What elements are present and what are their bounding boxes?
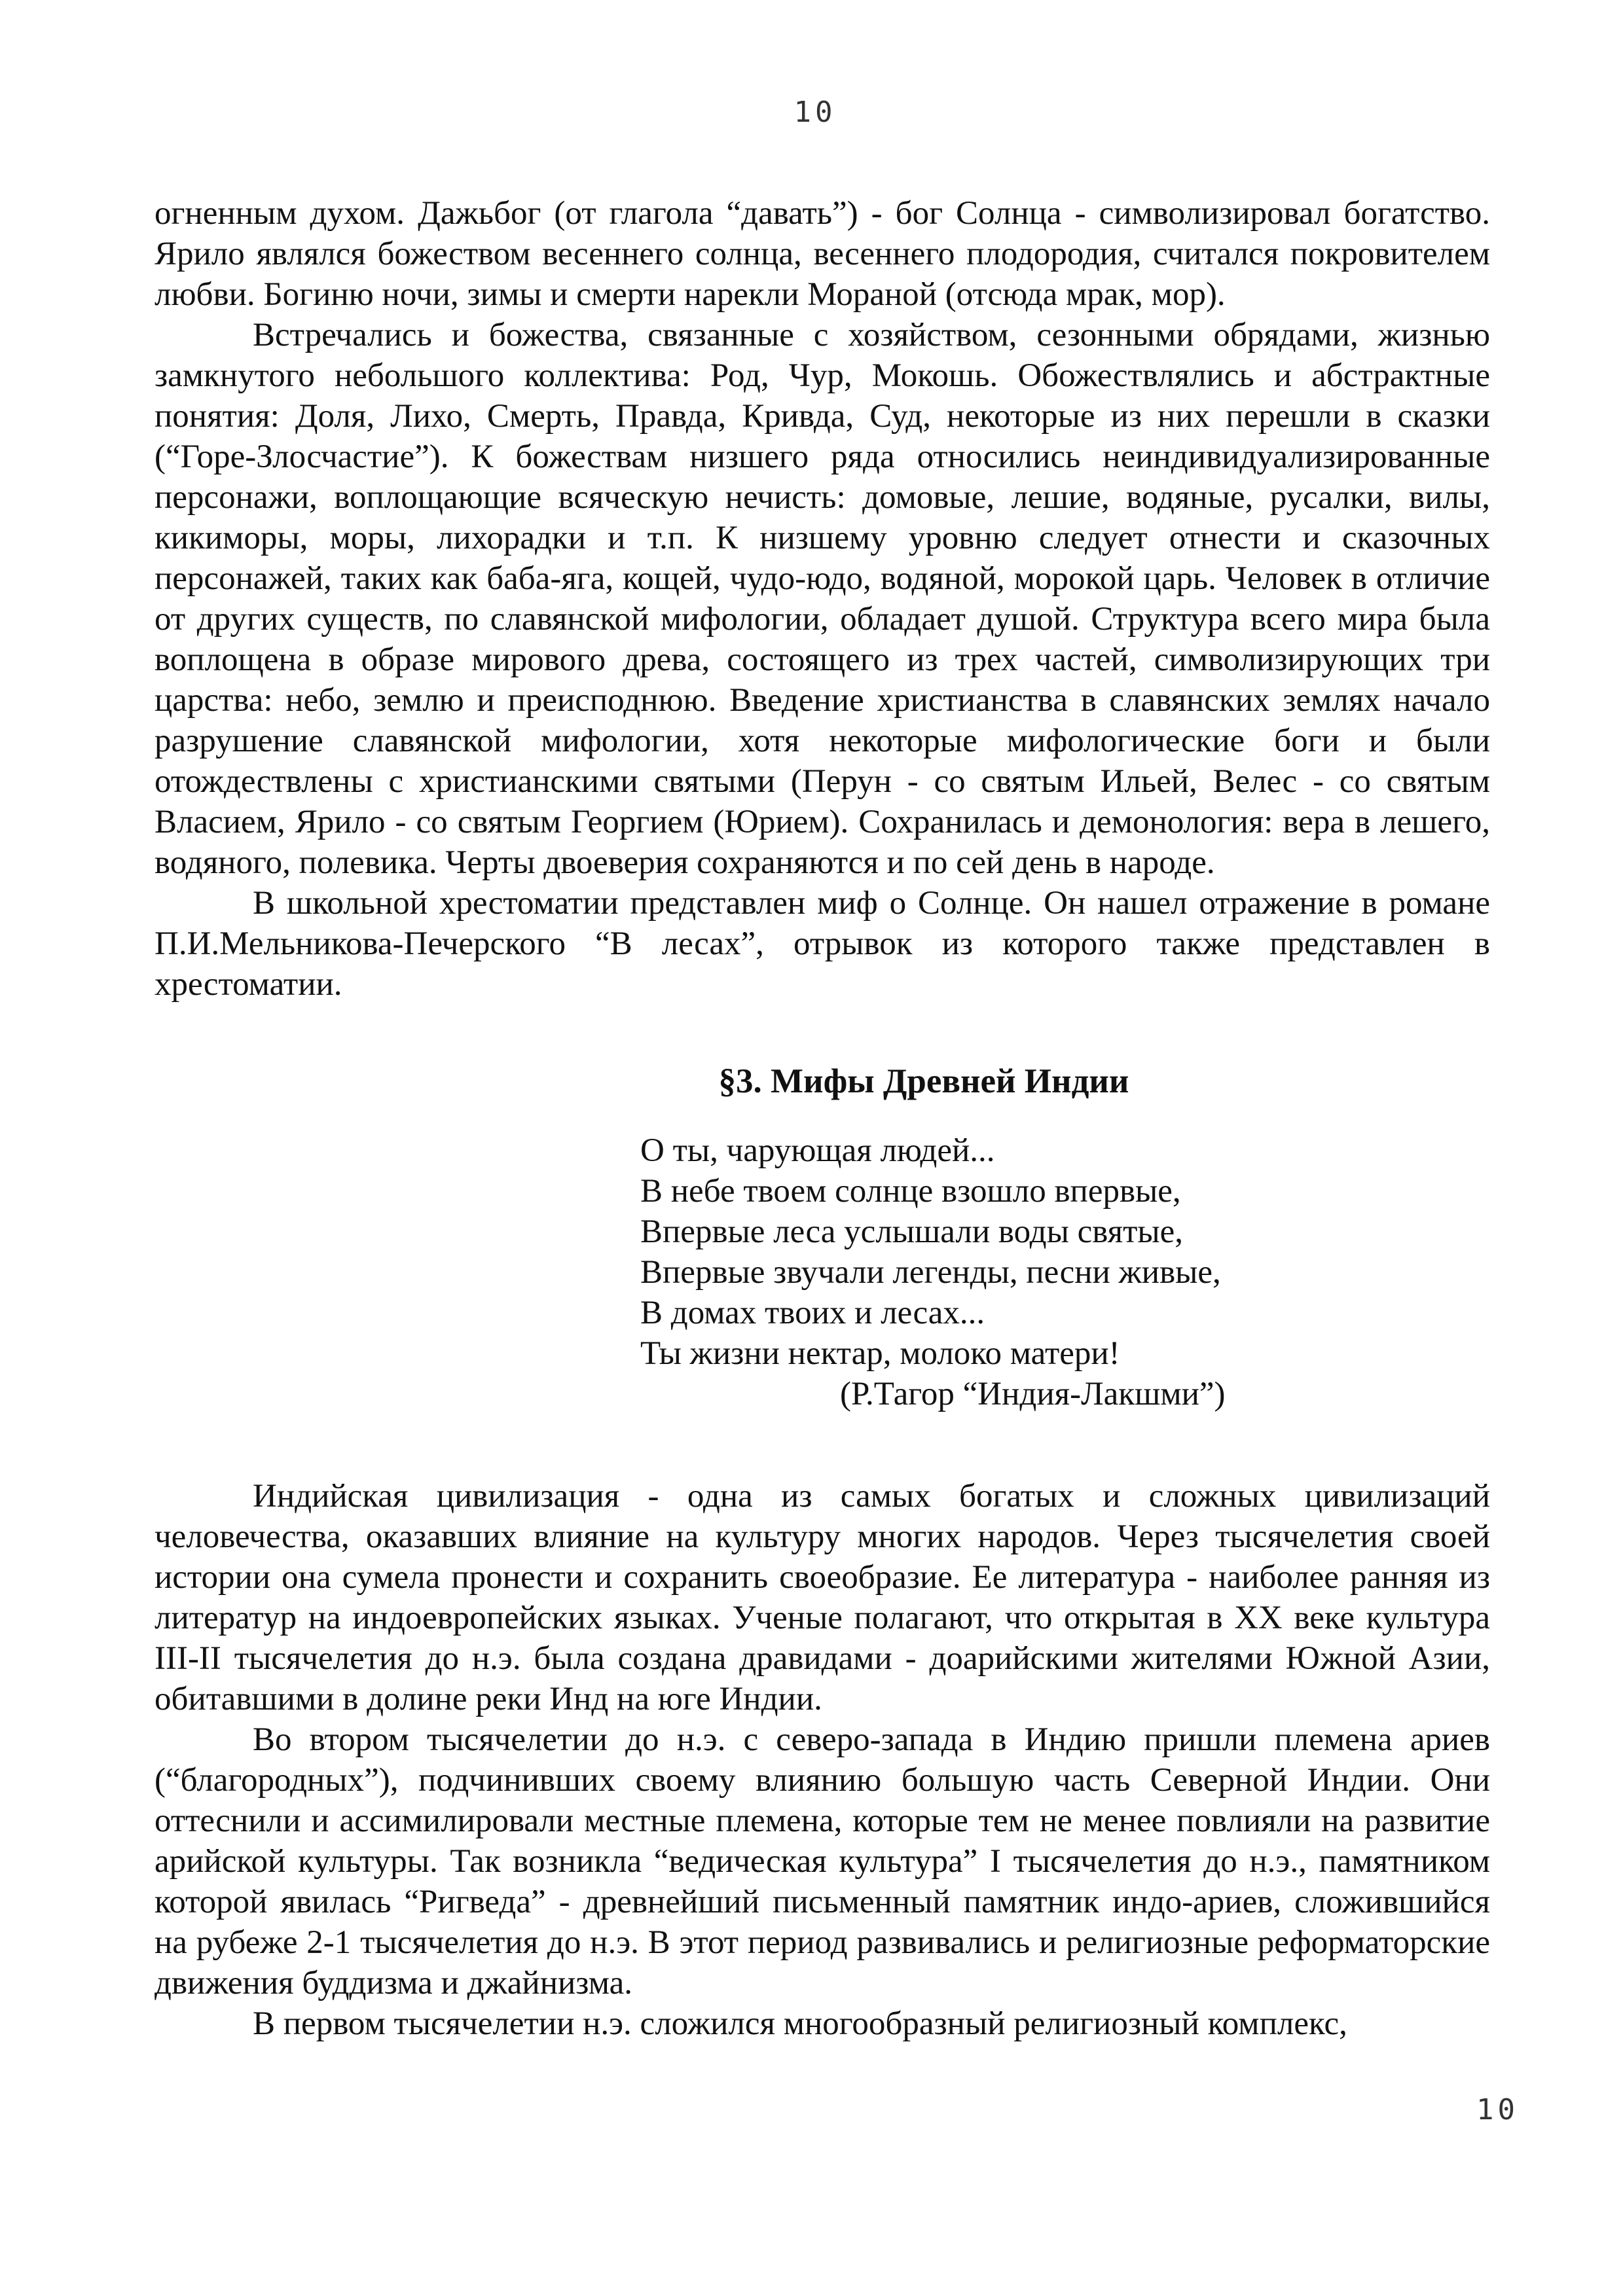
epigraph-line: В домах твоих и лесах... [640, 1295, 985, 1331]
page-number-top: 10 [793, 96, 837, 129]
paragraph-indian-civilization: Индийская цивилизация - одна из самых богатых и сложных цивилизаций человечества, оказавших влияние на культуру многих народов. Через тысячелетия своей истории она сумела пронести и сохранить своеобразие. Ее литература - наиболее ранняя из литератур на индоевропейских языках. Ученые полагают, что открытая в XX веке культура III-II тысячелетия до н.э. была создана дравидами - доарийскими жителями Южной Азии, обитавшими в долине реки Инд на юге Индии. [155, 1478, 1490, 1717]
page-content [155, 193, 1490, 2044]
paragraph-textbook-myth: В школьной хрестоматии представлен миф о Солнце. Он нашел отражение в романе П.И.Мельникова-Печерского “В лесах”, отрывок из которого также представлен в хрестоматии. [155, 885, 1490, 1003]
epigraph-line: Впервые звучали легенды, песни живые, [640, 1254, 1221, 1291]
epigraph-line: О ты, чарующая людей... [640, 1132, 995, 1169]
paragraph-slavic-deities: Встречались и божества, связанные с хозяйством, сезонными обрядами, жизнью замкнутого небольшого коллектива: Род, Чур, Мокошь. Обожествлялись и абстрактные понятия: Доля, Лихо, Смерть, Правда, Кривда, Суд, некоторые из них перешли в сказки (“Горе-Злосчастие”). К божествам низшего ряда относились неиндивидуализированные персонажи, воплощающие всяческую нечисть: домовые, лешие, водяные, русалки, вилы, кикиморы, моры, лихорадки и т.п. К низшему уровню следует отнести и сказочных персонажей, таких как баба-яга, кощей, чудо-юдо, водяной, морокой царь. Человек в отличие от других существ, по славянской мифологии, обладает душой. Структура всего мира была воплощена в образе мирового древа, состоящего из трех частей, символизирующих три царства: небо, землю и преисподнюю. Введение христианства в славянских землях начало разрушение славянской мифологии, хотя некоторые мифологические боги и были отождествлены с христианскими святыми (Перун - со святым Ильей, Велес - со святым Власием, Ярило - со святым Георгием (Юрием). Сохранилась и демонология: вера в лешего, водяного, полевика. Черты двоеверия сохраняются и по сей день в народе. [155, 317, 1490, 881]
page-number-bottom: 10 [1476, 2093, 1519, 2126]
epigraph-line: Ты жизни нектар, молоко матери! [640, 1335, 1120, 1372]
epigraph-line: Впервые леса услышали воды святые, [640, 1213, 1184, 1250]
paragraph-gods-sun: огненным духом. Дажьбог (от глагола “давать”) - бог Солнца - символизировал богатство. Ярило являлся божеством весеннего солнца, весеннего плодородия, считался покровителем любви. Богиню ночи, зимы и смерти нарекли Мораной (отсюда мрак, мор). [155, 195, 1490, 313]
paragraph-aryans: Во втором тысячелетии до н.э. с северо-запада в Индию пришли племена ариев (“благородных”), подчинивших своему влиянию большую часть Северной Индии. Они оттеснили и ассимилировали местные племена, которые тем не менее повлияли на развитие арийской культуры. Так возникла “ведическая культура” I тысячелетия до н.э., памятником которой явилась “Ригведа” - древнейший письменный памятник индо-ариев, сложившийся на рубеже 2-1 тысячелетия до н.э. В этот период развивались и религиозные реформаторские движения буддизма и джайнизма. [155, 1721, 1490, 2001]
epigraph [640, 1130, 1490, 1414]
epigraph-line: В небе твоем солнце взошло впервые, [640, 1173, 1181, 1210]
paragraph-first-millennium: В первом тысячелетии н.э. сложился многообразный религиозный комплекс, [253, 2005, 1347, 2042]
section-heading: §3. Мифы Древней Индии [718, 1062, 1129, 1100]
epigraph-attribution: (Р.Тагор “Индия-Лакшми”) [840, 1376, 1226, 1412]
